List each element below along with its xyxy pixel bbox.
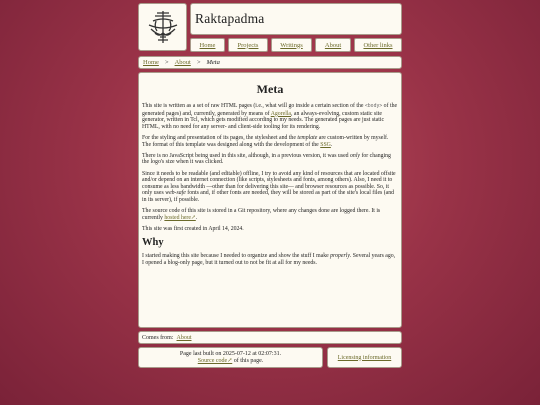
comes-from-label: Comes from: [142,334,174,341]
hosted-here-link[interactable]: hosted here↗ [164,214,196,221]
breadcrumb-separator: > [164,59,169,66]
comes-from-link[interactable]: About [176,334,192,341]
paragraph-created: This site was first created in April 14, 2024. [142,225,244,232]
paragraph-styling: For the styling and presentation of its pages, the stylesheet and the template are custom-written by myself. The format of this template was designed along with the development of the SSG. [142,134,389,148]
paragraph-javascript: There is no JavaScript being used in this site, although, in a previous version, it was used only for changing the logo's size when it was clicked. [142,152,391,166]
ssg-link[interactable]: SSG [320,141,331,148]
site-logo[interactable] [138,3,187,51]
lotus-emblem-icon [143,7,183,47]
breadcrumb [138,56,402,69]
breadcrumb-current: Meta [206,59,220,66]
main-content [138,72,402,328]
breadcrumb-about[interactable]: About [174,59,191,66]
breadcrumb-separator: > [196,59,201,66]
section-heading-why: Why [142,237,164,249]
source-code-link[interactable]: Source code↗ [197,358,233,365]
paragraph-why: I started making this site because I needed to organize and show the stuff I make properly. Several years ago, I opened a blog-only page, but it turned out to not be fit at all for my needs. [142,253,396,266]
comes-from-bar [138,331,402,344]
build-timestamp: Page last built on 2025-07-12 at 02:07:31. [179,351,282,357]
breadcrumb-home[interactable]: Home [143,59,159,66]
body-tag-code: <body> [364,104,383,109]
nav-home[interactable]: Home [190,38,225,52]
nav-about[interactable]: About [315,38,351,52]
site-title[interactable]: Raktapadma [195,11,265,26]
build-info: Page last built on 2025-07-12 at 02:07:31. Source code↗ of this page. [138,347,323,368]
nav-other-links[interactable]: Other links [354,38,402,52]
nav-writings[interactable]: Writings [271,38,312,52]
license-box [327,347,402,368]
paragraph-generation: This site is written as a set of raw HTML pages (i.e., what will go inside a certain section of the <body> of the generated pages) and, currently, generated by means of Agorella, an always-evolving, custom static site generator, written in Tcl, which gets modified according to my needs. The generated pages are just static HTML, with no need for any server- and client-side tooling for its rendering. [142,103,398,130]
site-header [190,3,402,35]
licensing-link[interactable]: Licensing information [337,354,392,361]
nav-projects[interactable]: Projects [228,38,268,52]
paragraph-source: The source code of this site is stored in a Git repository, where any changes done are logged there. It is currently hosted here↗. [142,208,381,221]
paragraph-offline: Since it needs to be readable (and editable) offline, I try to avoid any kind of resources that are located offsite and/or depend on an internet connection (like scripts, stylesheets and fonts, among others). Also, I need it to consume as less bandwidth —other than for delivering this site— and browser resources as possible. So, it only uses web-safe fonts and, if other fonts are needed, they will be stored as part of the site's local files (and in its server), if possible. [142,170,396,203]
agorella-link[interactable]: Agorella [270,110,291,117]
page-title: Meta [256,82,284,96]
